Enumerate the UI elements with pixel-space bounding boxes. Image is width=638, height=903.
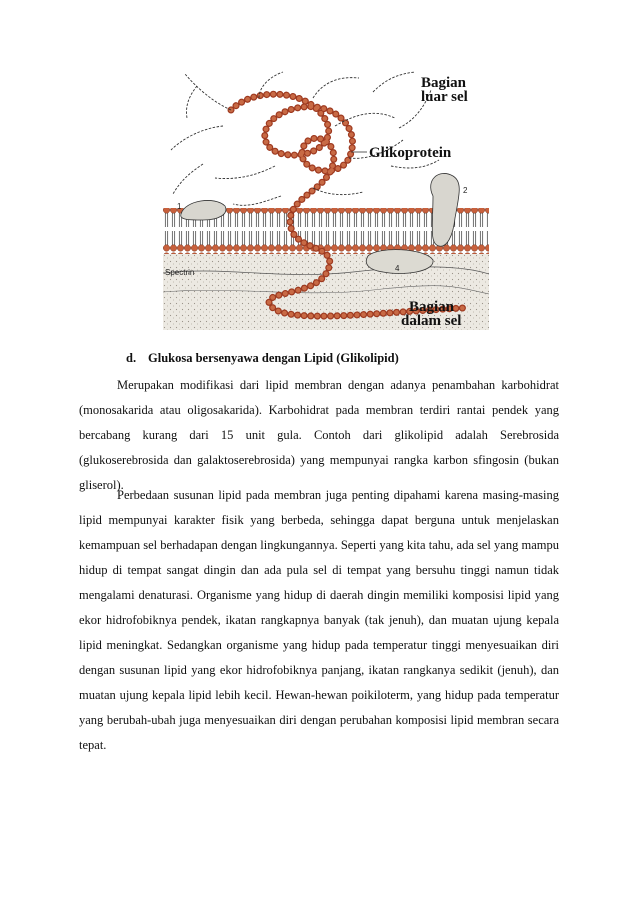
label-inside-line1: Bagian [409,299,455,315]
paragraph-1 [79,373,559,498]
section-number: d. [126,351,137,365]
label-outside-line1: Bagian [421,75,467,91]
section-heading [126,351,399,366]
section-title: Glukosa bersenyawa dengan Lipid (Glikolipid) [148,351,399,365]
marker-2: 2 [463,186,468,195]
paragraph-1-text: Merupakan modifikasi dari lipid membran dengan adanya penambahan karbohidrat (monosakarida atau oligosakarida). Karbohidrat pada membran terdiri rantai pendek yang bercabang kurang dari 15 unit gula. Contoh dari glikolipid adalah Serebrosida (glukoserebrosida dan galaktoserebrosida) yang mempunyai rangka karbon sfingosin (bukan gliserol). [79,378,559,492]
paragraph-2-text: Perbedaan susunan lipid pada membran juga penting dipahami karena masing-masing lipid mempunyai karakter fisik yang berbeda, sehingga dapat berguna untuk menjelaskan kemampuan sel berhadapan dengan lingkungannya. Seperti yang kita tahu, ada sel yang mampu hidup di tempat sangat dingin dan ada pula sel di tempat yang bersuhu tinggi namun tidak mengalami denaturasi. Organisme yang hidup di daerah dingin memiliki komposisi lipid yang ekor hidrofobiknya pendek, ikatan rangkapnya banyak (tak jenuh), dan muatan ujung kepala lipid meningkat. Sedangkan organisme yang hidup pada temperatur tinggi menyesuaikan diri dengan susunan lipid yang ekor hidrofobiknya panjang, ikatan rangkanya sedikit (jenuh), dan muatan ujung kepala lipid lebih kecil. Hewan-hewan poikiloterm, yang hidup pada temperatur yang berubah-ubah juga menyesuaikan diri dengan perubahan komposisi lipid membran secara tepat. [79,488,559,752]
label-outside-line2: luar sel [421,89,468,105]
label-inside-line2: dalam sel [401,313,462,329]
marker-1: 1 [177,202,182,211]
membrane-illustration [163,68,489,330]
label-spectrin: Spectrin [165,268,195,277]
marker-4: 4 [395,264,400,273]
paragraph-2 [79,483,559,758]
membrane-figure [163,68,489,330]
label-glycoprotein: Glikoprotein [369,145,452,161]
